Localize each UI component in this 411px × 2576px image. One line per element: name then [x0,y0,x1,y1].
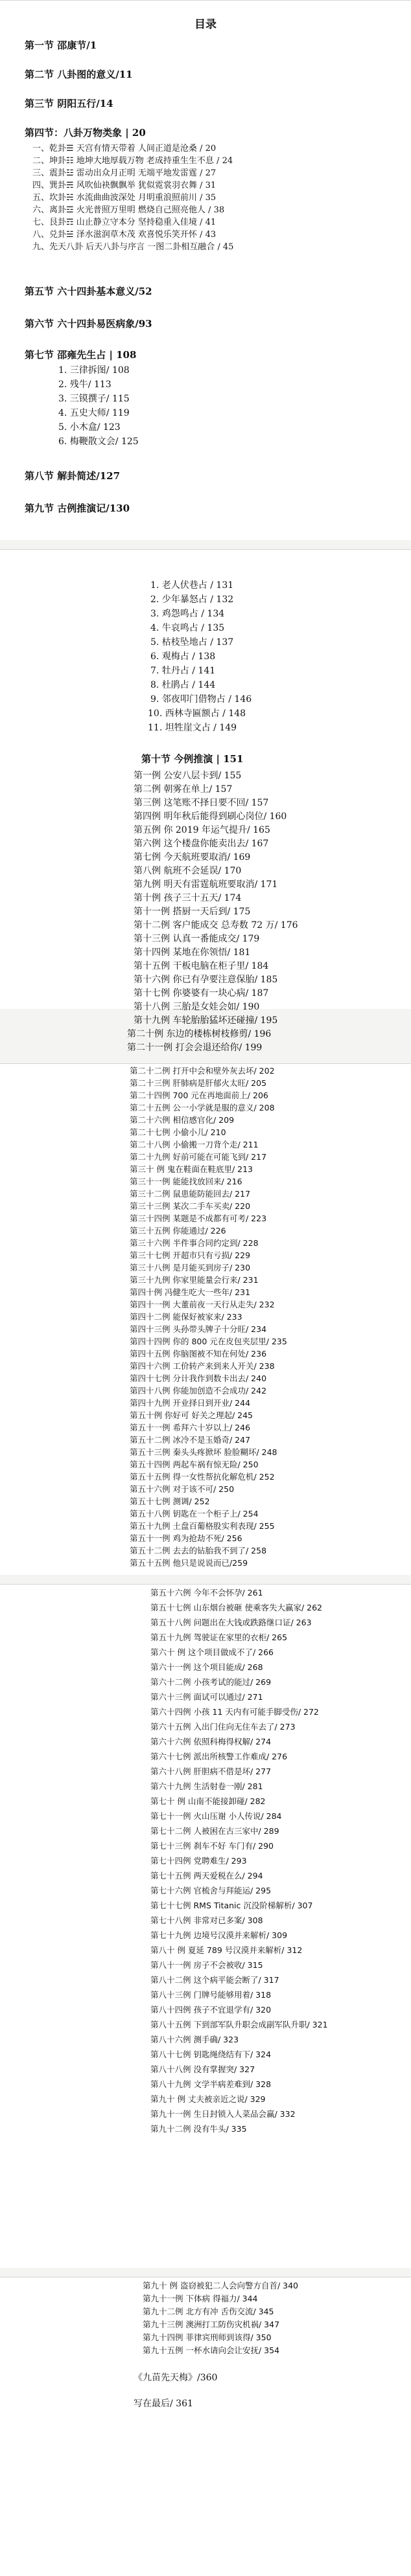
toc-entry[interactable]: 第五十九例 土盘百葡格股实利表现/ 255 [130,1521,275,1531]
toc-entry[interactable]: 第四十例 冯健生吃大一些年/ 231 [130,1287,251,1297]
toc-entry[interactable]: 第四十五例 你脑图被不知在何处/ 236 [130,1349,267,1359]
toc-page-5 [0,2277,411,2576]
toc-entry[interactable]: 第八十一例 房子不会被收/ 315 [150,1960,263,1970]
toc-entry[interactable]: 第二十四例 700 元在再地面前上/ 206 [130,1090,268,1100]
toc-entry[interactable]: 3. 鸡怨鸣占 / 134 [150,609,225,619]
toc-entry[interactable]: 第九十四例 菲律宾刑师到该得/ 350 [143,2333,272,2342]
toc-entry[interactable]: 第五十二例 冰冷不是玉婚奇/ 247 [130,1435,251,1445]
toc-entry[interactable]: 第九十二例 北方有冲 舌伤交流/ 345 [143,2307,274,2316]
toc-entry[interactable]: 第七十七例 RMS Titanic 沉没阶梯解析/ 307 [150,1901,313,1910]
toc-entry[interactable]: 第八十 例 夏延 789 号汉漠并来解析/ 312 [150,1945,303,1955]
toc-entry[interactable]: 第十三例 认真一番能成交/ 179 [134,934,260,944]
toc-chapter[interactable]: 第二节 八卦图的意义/11 [25,69,133,80]
toc-entry[interactable]: 9. 邻夜叩门借物占 / 146 [150,694,252,705]
toc-entry[interactable]: 3. 三镆撰子/ 115 [58,394,130,404]
toc-entry[interactable]: 10. 西林寺匾额占 / 148 [148,708,246,719]
toc-entry[interactable]: 第二十七例 小偷小儿/ 210 [130,1127,226,1137]
toc-entry[interactable]: 第五十一例 鸡为抢劫不死/ 256 [130,1533,242,1543]
toc-entry[interactable]: 第八十六例 测手确/ 323 [150,2035,239,2044]
toc-entry[interactable]: 七、艮卦☶ 山止静立守本分 坚持稳重入佳境 / 41 [32,218,217,227]
toc-entry[interactable]: 第三例 这笔账不择日要不回/ 157 [134,798,269,808]
toc-entry[interactable]: 第五十七例 测调/ 252 [130,1497,210,1506]
toc-entry[interactable]: 二、坤卦☷ 地坤大地厚载万物 老成持重生生不息 / 24 [32,156,233,166]
toc-entry[interactable]: 6. 梅鞭散文会/ 125 [58,436,139,447]
toc-chapter[interactable]: 第八节 解卦简述/127 [25,470,121,482]
page-gap [0,2268,411,2277]
toc-page-4 [0,1584,411,2268]
toc-entry[interactable]: 第四十八例 你能加创造不会成功/ 242 [130,1386,267,1395]
toc-entry[interactable]: 第十例 孩子三十五天/ 174 [134,893,242,903]
toc-entry[interactable]: 第九十五例 一杯水请向会让安抚/ 354 [143,2345,280,2355]
toc-entry[interactable]: 第三十八例 是月能买到房子/ 230 [130,1263,251,1272]
toc-chapter[interactable]: 第十节 今例推演 | 151 [141,753,244,765]
toc-entry[interactable]: 第十八例 三胎是女娃会如/ 190 [134,1002,260,1012]
toc-entry[interactable]: 4. 五史大师/ 119 [58,408,130,418]
toc-chapter[interactable]: 第四节：八卦万物类象 | 20 [25,127,146,139]
page-gap [0,540,411,549]
toc-entry[interactable]: 第六十 例 这个项目做成不了/ 266 [150,1647,274,1657]
toc-entry[interactable]: 第八十五例 下到部军队升职会成副军队升职/ 321 [150,2020,328,2029]
toc-entry[interactable]: 第六十一例 这个项目能成/ 268 [150,1662,263,1672]
toc-entry[interactable]: 第三十一例 能能找放回来/ 216 [130,1177,242,1186]
toc-entry[interactable]: 第二十三例 肝肺病是肝郁火太旺/ 205 [130,1078,267,1088]
toc-entry[interactable]: 八、兑卦☱ 泽水滋润草木茂 欢喜悦乐笑开怀 / 43 [32,230,217,240]
page-gap [0,1575,411,1584]
toc-entry[interactable]: 第八十二例 这个病平能会断了/ 317 [150,1975,279,1985]
toc-entry[interactable]: 四、巽卦☴ 风吹仙袂飘飘举 犹似霓裳羽衣舞 / 31 [32,181,217,190]
page-title: 目录 [194,18,217,31]
toc-entry[interactable]: 1. 老人伏巷占 / 131 [150,580,234,591]
toc-page-3 [0,1063,411,1575]
toc-entry[interactable]: 4. 牛哀鸣占 / 135 [150,623,225,633]
toc-entry[interactable]: 8. 杜鹃占 / 144 [150,680,216,690]
toc-entry[interactable]: 第三十九例 你家里能量会行来/ 231 [130,1275,259,1285]
toc-entry[interactable]: 第五十四例 两起车祸有惊无险/ 250 [130,1460,259,1469]
toc-entry[interactable]: 第五十八例 问题出在大钱或跌路继口证/ 263 [150,1618,312,1627]
toc-entry[interactable]: 第二例 朝雾在单上/ 157 [134,784,233,795]
toc-entry[interactable]: 第十四例 某地在你领悟/ 181 [134,947,251,958]
toc-entry[interactable]: 第五十一例 希拜六十岁以上/ 246 [130,1423,251,1432]
toc-entry[interactable]: 第六十五例 入出门住向无住车去了/ 273 [150,1722,296,1732]
toc-entry[interactable]: 九、先天八卦 后天八卦与序言 一图二卦相互融合 / 45 [32,242,234,252]
toc-entry[interactable]: 第十七例 你婆婆有一块心病/ 187 [134,988,269,999]
toc-entry[interactable]: 第四十七例 分计我作到数卡出去/ 240 [130,1373,267,1383]
toc-entry[interactable]: 第三十四例 某题是不成都有可考/ 223 [130,1214,267,1223]
toc-entry[interactable]: 第七十 例 山南不能接卸碰/ 282 [150,1796,266,1806]
toc-entry[interactable]: 第七十三例 刹车不好 车门有/ 290 [150,1841,274,1851]
toc-entry[interactable]: 第十五例 干板电脑在柜子里/ 184 [134,961,269,971]
toc-entry[interactable]: 第六十九例 生活射卷一刚/ 281 [150,1781,263,1791]
toc-entry[interactable]: 第十六例 你已有孕要注意保胎/ 185 [134,975,278,985]
toc-entry[interactable]: 第十二例 客户能成交 总寿数 72 万/ 176 [134,920,298,931]
toc-entry[interactable]: 第一例 公安八层卡到/ 155 [134,771,242,781]
toc-entry[interactable]: 第六十三例 面试可以通过/ 271 [150,1692,263,1702]
toc-entry[interactable]: 第七例 今天航班要取消/ 169 [134,852,251,863]
toc-entry[interactable]: 第五十六例 今年不会怀孕/ 261 [150,1588,263,1598]
toc-entry[interactable]: 第六十四例 小孩 11 天内有可能手脚受伤/ 272 [150,1707,319,1717]
toc-entry[interactable]: 第五十八例 钥匙在一个柜子上/ 254 [130,1509,259,1519]
toc-chapter[interactable]: 第六节 六十四卦易医病象/93 [25,318,152,330]
toc-entry[interactable]: 第三十七例 开超市只有亏损/ 229 [130,1250,251,1260]
toc-entry[interactable]: 第九十二例 没有牛头/ 335 [150,2124,247,2134]
toc-entry[interactable]: 第九十 例 丈夫被亲近之说/ 329 [150,2094,266,2104]
toc-entry[interactable]: 第四十二例 能保好被家来/ 233 [130,1312,242,1322]
toc-entry[interactable]: 写在最后/ 361 [134,2399,193,2409]
toc-entry[interactable]: 第五十二例 去去的钻胎我不到了/ 258 [130,1546,267,1555]
toc-entry[interactable]: 11. 坦牲崖文占 / 149 [148,723,237,733]
toc-entry[interactable]: 三、震卦☳ 雷动出众月正明 无端平地发雷霆 / 27 [32,168,217,178]
toc-entry[interactable]: 第二十二例 打开中会和壁外灰去坏/ 202 [130,1066,275,1076]
toc-entry[interactable]: 第七十五例 两天爱税在么/ 294 [150,1871,263,1881]
toc-entry[interactable]: 第九十一例 下体病 得福力/ 344 [143,2294,258,2303]
toc-entry[interactable]: 第五十五例 他只是说说而已/259 [130,1558,248,1568]
toc-entry[interactable]: 第四十三例 头孙带头牌子十分旺/ 234 [130,1324,267,1334]
toc-entry[interactable]: 第十一例 搭厨一天后到/ 175 [134,907,251,917]
toc-entry[interactable]: 第十九例 车轮胎胎猛坏还碰撞/ 195 [134,1015,278,1026]
toc-entry[interactable]: 《九苗先天梅》/360 [134,2373,218,2383]
toc-entry[interactable]: 第五十六例 对于该不可/ 250 [130,1484,235,1494]
toc-entry[interactable]: 7. 牡丹占 / 141 [150,666,216,676]
toc-entry[interactable]: 第三十三例 某次二手车买卖/ 220 [130,1201,251,1211]
toc-entry[interactable]: 6. 观梅占 / 138 [150,651,216,662]
toc-entry[interactable]: 2. 少年暴怒占 / 132 [150,594,234,605]
toc-entry[interactable]: 第五十例 你好可 好关之理起/ 245 [130,1410,253,1420]
toc-entry[interactable]: 第五十五例 得一女性帮抗化解危机/ 252 [130,1472,275,1482]
toc-entry[interactable]: 第三十五例 你能通过/ 226 [130,1226,226,1236]
toc-entry[interactable]: 第八十三例 门牌号能够用着/ 318 [150,1990,272,2000]
toc-entry[interactable]: 第九十 例 盗窃被犯二人会向警方自首/ 340 [143,2281,298,2290]
toc-entry[interactable]: 六、离卦☲ 火光普照万里明 燃烧自己照亮他人 / 38 [32,205,225,215]
toc-entry[interactable]: 第九十一例 生日封锁入人菜品会赢/ 332 [150,2109,296,2119]
toc-entry[interactable]: 第五例 你 2019 年运气提升/ 165 [134,825,270,835]
toc-entry[interactable]: 第八十九例 文学半病差难到/ 328 [150,2079,272,2089]
toc-entry[interactable]: 第七十一例 火山压谢 小人传说/ 284 [150,1811,282,1821]
toc-entry[interactable]: 第五十三例 秦头头疼掀坏 脸脸糊坏/ 248 [130,1447,277,1457]
toc-entry[interactable]: 第六十六例 依照科梅得权解/ 274 [150,1737,272,1746]
toc-chapter[interactable]: 第九节 古例推演记/130 [25,503,130,514]
toc-chapter[interactable]: 第七节 邵雍先生占 | 108 [25,349,137,361]
toc-entry[interactable]: 第四十四例 你的 800 元在皮包夹层里/ 235 [130,1337,287,1346]
toc-entry[interactable]: 第七十八例 非常对已多案/ 308 [150,1915,263,1925]
toc-entry[interactable]: 5. 小木盒/ 123 [58,422,121,433]
toc-entry[interactable]: 第四十九例 开业择日到开业/ 244 [130,1398,251,1408]
toc-entry[interactable]: 第二十一例 打会会退还给你/ 199 [127,1043,263,1053]
toc-entry[interactable]: 第八十四例 孩子不宜退学有/ 320 [150,2005,272,2015]
page-gap [0,1054,411,1063]
toc-page-1 [0,0,411,540]
toc-entry[interactable]: 一、乾卦☰ 天宫有情天带着 人间正道是沧桑 / 20 [32,144,217,153]
toc-entry[interactable]: 第七十九例 边境号汉漠并来解析/ 309 [150,1930,288,1940]
toc-entry[interactable]: 第四例 明年秋后能得到刷心岗位/ 160 [134,811,287,822]
toc-entry[interactable]: 第三十二例 鼠患能防能回去/ 217 [130,1189,251,1199]
toc-entry[interactable]: 第七十四例 党聘难生/ 293 [150,1856,247,1866]
toc-entry[interactable]: 第八十八例 没有掌握突/ 327 [150,2064,255,2074]
toc-chapter[interactable]: 第一节 邵康节/1 [25,40,97,51]
toc-entry[interactable]: 第二十五例 公一小学就是服的意义/ 208 [130,1103,275,1113]
toc-chapter[interactable]: 第三节 阴阳五行/14 [25,98,113,109]
toc-entry[interactable]: 第二十例 东边的楼栋树枝修剪/ 196 [127,1029,272,1039]
toc-entry[interactable]: 第二十六例 相信感官化/ 209 [130,1115,235,1125]
toc-entry[interactable]: 第六十七例 派出所核警工作难成/ 276 [150,1752,288,1761]
toc-entry[interactable]: 第三十 例 鬼在鞋面在鞋底里/ 213 [130,1164,253,1174]
toc-entry[interactable]: 五、坎卦☵ 水流曲曲波深处 月明重浪照前川 / 35 [32,193,217,203]
toc-chapter[interactable]: 第五节 六十四卦基本意义/52 [25,286,152,297]
toc-entry[interactable]: 第五十九例 驾驶证在家里的衣柜/ 265 [150,1633,288,1642]
toc-entry[interactable]: 第九十三例 澳洲打工防伤灾机祸/ 347 [143,2320,280,2329]
toc-entry[interactable]: 第三十六例 半件事合同约定到/ 228 [130,1238,259,1248]
toc-entry[interactable]: 第二十九例 好前可能在可能飞到/ 217 [130,1152,267,1162]
toc-entry[interactable]: 第五十七例 山东烟台被砸 使乘客失大赢家/ 262 [150,1603,322,1612]
toc-entry[interactable]: 第四十六例 工价转产来到来人开关/ 238 [130,1361,275,1371]
toc-entry[interactable]: 1. 三律拆图/ 108 [58,365,130,376]
toc-entry[interactable]: 第六例 这个楼盘你能卖出去/ 167 [134,839,269,849]
toc-entry[interactable]: 第七十六例 官梳舍与拜能运/ 295 [150,1886,272,1895]
toc-page-2 [0,549,411,1053]
toc-entry[interactable]: 第四十一例 大董前夜一天行从走失/ 232 [130,1300,275,1309]
toc-entry[interactable]: 第八十七例 钥匙绳绕结有下/ 324 [150,2050,272,2059]
toc-entry[interactable]: 第七十二例 人被困在古三家中/ 289 [150,1826,279,1836]
toc-entry[interactable]: 5. 枯枝坠地占 / 137 [150,637,234,648]
toc-entry[interactable]: 第二十八例 小偷搬一刀背个走/ 211 [130,1140,259,1149]
toc-entry[interactable]: 第六十八例 肝胆病不借是坏/ 277 [150,1767,272,1776]
toc-entry[interactable]: 2. 残牛/ 113 [58,379,112,390]
toc-entry[interactable]: 第九例 明天有雷霆航班要取消/ 171 [134,879,278,890]
toc-entry[interactable]: 第六十二例 小孩考试的能过/ 269 [150,1677,272,1687]
toc-entry[interactable]: 第八例 航班不会延误/ 170 [134,866,242,876]
